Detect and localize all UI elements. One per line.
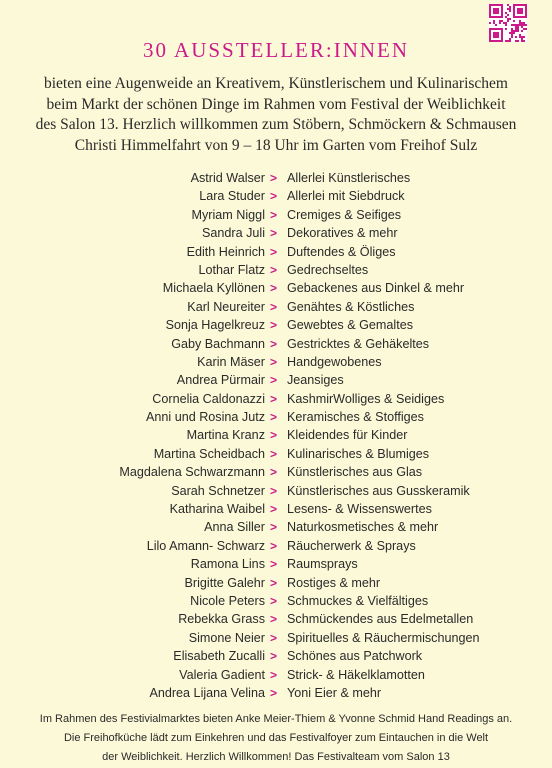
- exhibitor-row: [0, 353, 552, 371]
- exhibitor-row: [0, 445, 552, 463]
- separator-arrow: >: [270, 207, 278, 222]
- exhibitor-category: Schmuckes & Vielfältiges: [287, 593, 429, 608]
- separator-arrow: >: [270, 373, 278, 388]
- separator-arrow: >: [270, 336, 278, 351]
- exhibitor-row: [0, 408, 552, 426]
- footer-line: Im Rahmen des Festivialmarktes bieten Anke Meier-Thiem & Yvonne Schmid Hand Readings an.: [39, 713, 513, 725]
- exhibitor-list: [0, 169, 552, 702]
- exhibitor-category: Yoni Eier & mehr: [287, 685, 382, 700]
- exhibitor-row: [0, 684, 552, 702]
- exhibitor-category: Jeansiges: [287, 373, 344, 388]
- separator-arrow: >: [270, 171, 278, 185]
- exhibitor-row: [0, 555, 552, 573]
- exhibitor-row: [0, 206, 552, 224]
- exhibitor-category: Keramisches & Stoffiges: [287, 410, 424, 425]
- exhibitor-row: [0, 169, 552, 187]
- exhibitor-name: Karin Mäser: [197, 354, 265, 369]
- exhibitor-name: Lothar Flatz: [198, 262, 265, 277]
- exhibitor-row: [0, 537, 552, 555]
- footer-line: Die Freihofküche lädt zum Einkehren und das Festivalfoyer zum Eintauchen in die Welt: [63, 732, 489, 744]
- exhibitor-name: Elisabeth Zucalli: [173, 649, 265, 664]
- exhibitor-category: Gestricktes & Gehäkeltes: [287, 336, 430, 351]
- exhibitor-row: [0, 371, 552, 389]
- exhibitor-name: Myriam Niggl: [191, 207, 265, 222]
- footer-text: [0, 710, 552, 767]
- exhibitor-name: Anni und Rosina Jutz: [145, 410, 265, 425]
- exhibitor-row: [0, 335, 552, 353]
- exhibitor-category: Künstlerisches aus Glas: [287, 465, 423, 480]
- exhibitor-row: [0, 187, 552, 205]
- exhibitor-row: [0, 574, 552, 592]
- exhibitor-row: [0, 426, 552, 444]
- exhibitor-category: Gewebtes & Gemaltes: [287, 318, 413, 333]
- exhibitor-name: Sarah Schnetzer: [171, 483, 265, 498]
- separator-arrow: >: [270, 410, 278, 425]
- exhibitor-name: Andrea Lijana Velina: [149, 685, 265, 700]
- separator-arrow: >: [270, 538, 278, 553]
- exhibitor-category: Rostiges & mehr: [287, 575, 381, 590]
- exhibitor-name: Lilo Amann- Schwarz: [146, 538, 265, 553]
- exhibitor-category: Kleidendes für Kinder: [287, 428, 408, 443]
- exhibitor-name: Cornelia Caldonazzi: [152, 391, 265, 406]
- exhibitor-name: Edith Heinrich: [186, 244, 265, 259]
- exhibitor-row: [0, 592, 552, 610]
- exhibitor-row: [0, 243, 552, 261]
- exhibitor-category: Schmückendes aus Edelmetallen: [287, 612, 474, 627]
- separator-arrow: >: [270, 281, 278, 296]
- exhibitor-row: [0, 463, 552, 481]
- exhibitor-row: [0, 610, 552, 628]
- exhibitor-name: Gaby Bachmann: [171, 336, 265, 351]
- separator-arrow: >: [270, 354, 278, 369]
- page-title: 30 AUSSTELLER:INNEN: [142, 38, 410, 62]
- exhibitor-name: Sandra Juli: [201, 226, 265, 241]
- exhibitor-row: [0, 629, 552, 647]
- exhibitor-row: [0, 316, 552, 334]
- exhibitor-name: Simone Neier: [188, 630, 265, 645]
- exhibitor-row: [0, 666, 552, 684]
- intro-text: [0, 74, 552, 156]
- exhibitor-row: [0, 647, 552, 665]
- exhibitor-name: Brigitte Galehr: [184, 575, 265, 590]
- separator-arrow: >: [270, 557, 278, 572]
- separator-arrow: >: [270, 630, 278, 645]
- exhibitor-row: [0, 298, 552, 316]
- exhibitor-name: Nicole Peters: [190, 593, 265, 608]
- separator-arrow: >: [270, 226, 278, 241]
- separator-arrow: >: [270, 667, 278, 682]
- exhibitor-category: Raumsprays: [287, 557, 358, 572]
- exhibitor-row: [0, 390, 552, 408]
- exhibitor-row: [0, 500, 552, 518]
- exhibitor-category: KashmirWolliges & Seidiges: [287, 391, 445, 406]
- exhibitor-row: [0, 518, 552, 536]
- exhibitor-category: Strick- & Häkelklamotten: [287, 667, 425, 682]
- separator-arrow: >: [270, 299, 278, 314]
- exhibitor-category: Handgewobenes: [287, 354, 382, 369]
- exhibitor-name: Martina Kranz: [186, 428, 265, 443]
- intro-line: beim Markt der schönen Dinge im Rahmen vom Festival der Weiblichkeit: [46, 95, 506, 113]
- exhibitor-category: Schönes aus Patchwork: [287, 649, 423, 664]
- exhibitor-name: Ramona Lins: [190, 557, 265, 572]
- exhibitor-category: Allerlei Künstlerisches: [287, 171, 411, 185]
- exhibitor-row: [0, 279, 552, 297]
- separator-arrow: >: [270, 520, 278, 535]
- exhibitor-name: Karl Neureiter: [187, 299, 265, 314]
- exhibitor-category: Kulinarisches & Blumiges: [287, 446, 430, 461]
- separator-arrow: >: [270, 244, 278, 259]
- separator-arrow: >: [270, 446, 278, 461]
- exhibitor-category: Künstlerisches aus Gusskeramik: [287, 483, 470, 498]
- exhibitor-category: Gebackenes aus Dinkel & mehr: [287, 281, 465, 296]
- exhibitor-name: Katharina Waibel: [169, 502, 265, 517]
- separator-arrow: >: [270, 593, 278, 608]
- exhibitor-name: Rebekka Grass: [178, 612, 265, 627]
- separator-arrow: >: [270, 262, 278, 277]
- exhibitor-name: Magdalena Schwarzmann: [119, 465, 265, 480]
- exhibitor-name: Lara Studer: [199, 189, 265, 204]
- exhibitor-name: Martina Scheidbach: [153, 446, 265, 461]
- separator-arrow: >: [270, 612, 278, 627]
- exhibitor-row: [0, 224, 552, 242]
- exhibitor-category: Lesens- & Wissenswertes: [287, 502, 432, 517]
- exhibitor-row: [0, 261, 552, 279]
- intro-line: des Salon 13. Herzlich willkommen zum Stöbern, Schmöckern & Schmausen: [35, 116, 517, 133]
- exhibitor-name: Anna Siller: [204, 520, 265, 535]
- exhibitor-category: Allerlei mit Siebdruck: [287, 189, 405, 204]
- exhibitor-category: Gedrechseltes: [287, 262, 369, 277]
- intro-line: Christi Himmelfahrt von 9 – 18 Uhr im Garten vom Freihof Sulz: [74, 136, 478, 154]
- exhibitor-name: Astrid Walser: [190, 171, 265, 185]
- exhibitor-category: Räucherwerk & Sprays: [287, 538, 416, 553]
- separator-arrow: >: [270, 428, 278, 443]
- qr-code-icon: [489, 4, 527, 42]
- intro-line: bieten eine Augenweide an Kreativem, Künstlerischem und Kulinarischem: [44, 75, 508, 92]
- footer-line: der Weiblichkeit. Herzlich Willkommen! Das Festivalteam vom Salon 13: [102, 751, 450, 763]
- exhibitor-category: Dekoratives & mehr: [287, 226, 398, 241]
- exhibitor-category: Genähtes & Köstliches: [287, 299, 415, 314]
- exhibitor-category: Naturkosmetisches & mehr: [287, 520, 439, 535]
- exhibitor-category: Duftendes & Öliges: [287, 244, 396, 259]
- exhibitor-category: Cremiges & Seifiges: [287, 207, 402, 222]
- exhibitor-name: Sonja Hagelkreuz: [165, 318, 265, 333]
- separator-arrow: >: [270, 502, 278, 517]
- exhibitor-name: Andrea Pürmair: [176, 373, 265, 388]
- separator-arrow: >: [270, 189, 278, 204]
- separator-arrow: >: [270, 391, 278, 406]
- separator-arrow: >: [270, 685, 278, 700]
- exhibitor-name: Michaela Kyllönen: [162, 281, 265, 296]
- separator-arrow: >: [270, 465, 278, 480]
- separator-arrow: >: [270, 649, 278, 664]
- exhibitor-row: [0, 482, 552, 500]
- exhibitor-category: Spirituelles & Räuchermischungen: [287, 630, 480, 645]
- separator-arrow: >: [270, 483, 278, 498]
- exhibitor-name: Valeria Gadient: [179, 667, 265, 682]
- separator-arrow: >: [270, 318, 278, 333]
- separator-arrow: >: [270, 575, 278, 590]
